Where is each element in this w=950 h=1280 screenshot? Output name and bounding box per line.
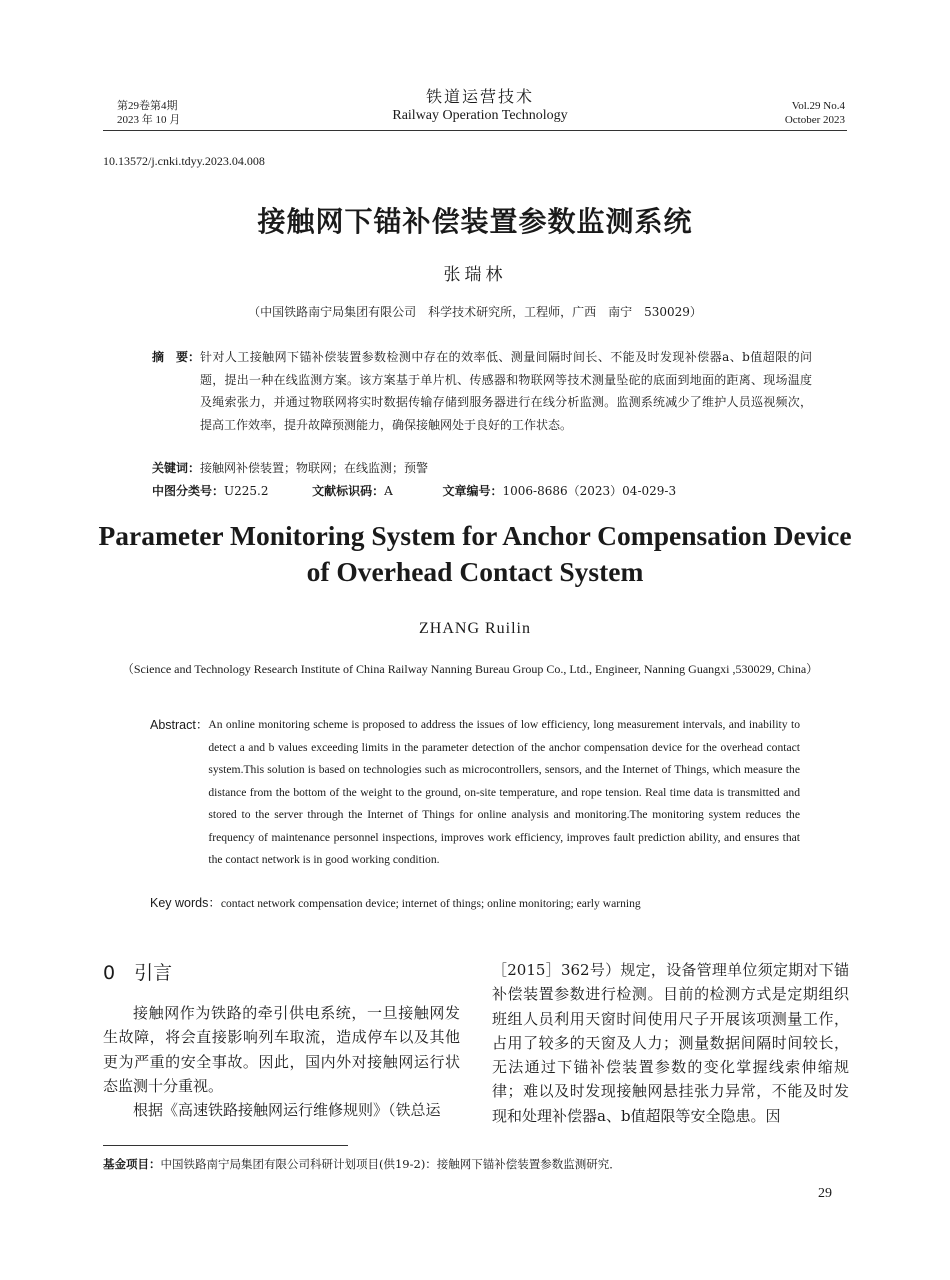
keywords-en-label: Key words： <box>150 896 221 910</box>
clc-value: U225.2 <box>224 484 269 498</box>
body-column-right <box>492 958 849 1128</box>
header-date-cn: 2023 年 10 月 <box>117 114 181 126</box>
header-volume-en: Vol.29 No.4 <box>791 100 845 112</box>
body-paragraph-1: 接触网作为铁路的牵引供电系统，一旦接触网发生故障，将会直接影响列车取流，造成停车以及其他更为严重的安全事故。因此，国内外对接触网运行状态监测十分重视。 <box>103 1004 460 1095</box>
journal-name-cn: 铁道运营技术 <box>425 87 534 106</box>
journal-name-en: Railway Operation Technology <box>392 108 568 123</box>
doc-code-value: A <box>384 484 393 498</box>
keywords-cn-label: 关键词： <box>152 461 201 475</box>
body-paragraph-2: 根据《高速铁路接触网运行维修规则》（铁总运 <box>133 1101 441 1120</box>
footnote-text: 中国铁路南宁局集团有限公司科研计划项目(供19-2)：接触网下锚补偿装置参数监测研究． <box>160 1157 621 1171</box>
affiliation-cn: （中国铁路南宁局集团有限公司 科学技术研究所，工程师，广西 南宁 530029） <box>248 305 702 319</box>
keywords-en <box>150 893 641 911</box>
clc-label: 中图分类号： <box>152 484 225 498</box>
keywords-cn-text: 接触网补偿装置；物联网；在线监测；预警 <box>200 461 429 475</box>
header-rule <box>103 130 847 131</box>
header-issue-info <box>117 99 277 127</box>
abstract-en-label: Abstract： <box>150 718 209 732</box>
journal-name <box>300 87 660 125</box>
abstract-cn <box>152 346 812 436</box>
body-paragraph-3: ［2015］362号）规定，设备管理单位须定期对下锚补偿装置参数进行检测。目前的检测方式是定期组织班组人员利用天窗时间使用尺子开展该项测量工作，占用了较多的天窗及人力；测量数据间隔时间较长，无法通过下锚补偿装置参数的变化掌握线索伸缩规律；难以及时发现接触网悬挂张力异常，不能及时发现和处理补偿器a、b值超限等安全隐患。因 <box>492 961 849 1125</box>
abstract-cn-label: 摘 要： <box>152 350 201 364</box>
footnote-rule <box>103 1145 348 1146</box>
header-volume-cn: 第29卷第4期 <box>117 100 178 112</box>
article-number-label: 文章编号： <box>442 484 503 498</box>
keywords-en-text: contact network compensation device; internet of things; online monitoring; early warning <box>220 897 641 910</box>
affiliation-en: （Science and Technology Research Institute of China Railway Nanning Bureau Group Co., Ltd., Engineer, Nanning Guangxi ,530029, China） <box>121 662 819 676</box>
article-number-value: 1006-8686（2023）04-029-3 <box>502 484 677 498</box>
page-number: 29 <box>818 1186 832 1201</box>
author-en: ZHANG Ruilin <box>419 620 531 637</box>
header-date-en: October 2023 <box>784 114 845 126</box>
abstract-en <box>150 714 800 872</box>
doc-code-label: 文献标识码： <box>312 484 385 498</box>
abstract-en-text: An online monitoring scheme is proposed to address the issues of low efficiency, long measurement intervals, and inability to detect a and b values exceeding limits in the parameter detection of the anchor compensation device for the overhead contact system.This solution is based on technologies such as microcontrollers, sensors, and the Internet of Things, which measure the distance from the bottom of the weight to the ground, on-site temperature, and rope tension. Real time data is transmitted and stored to the server through the Internet of Things for online analysis and monitoring.The monitoring system reduces the frequency of maintenance personnel inspections, improves work efficiency, improves fault prediction ability, and ensures that the contact network is in good working condition. <box>208 718 800 866</box>
header-issue-info-en <box>700 99 845 127</box>
footnote-label: 基金项目： <box>103 1157 161 1171</box>
section-heading: 0 引言 <box>103 962 173 984</box>
keywords-cn <box>152 459 428 476</box>
body-column-left <box>103 1001 460 1122</box>
footnote <box>103 1156 843 1172</box>
classification-row <box>152 482 812 499</box>
author-cn: 张瑞林 <box>443 265 507 285</box>
title-en: Parameter Monitoring System for Anchor Compensation Device of Overhead Contact System <box>98 520 852 587</box>
title-cn: 接触网下锚补偿装置参数监测系统 <box>257 205 693 238</box>
doi: 10.13572/j.cnki.tdyy.2023.04.008 <box>103 154 265 168</box>
abstract-cn-text: 针对人工接触网下锚补偿装置参数检测中存在的效率低、测量间隔时间长、不能及时发现补偿器a、b值超限的问题，提出一种在线监测方案。该方案基于单片机、传感器和物联网等技术测量坠砣的底面到地面的距离、现场温度及绳索张力，并通过物联网将实时数据传输存储到服务器进行在线分析监测。监测系统减少了维护人员巡视频次，提高工作效率，提升故障预测能力，确保接触网处于良好的工作状态。 <box>200 350 812 432</box>
